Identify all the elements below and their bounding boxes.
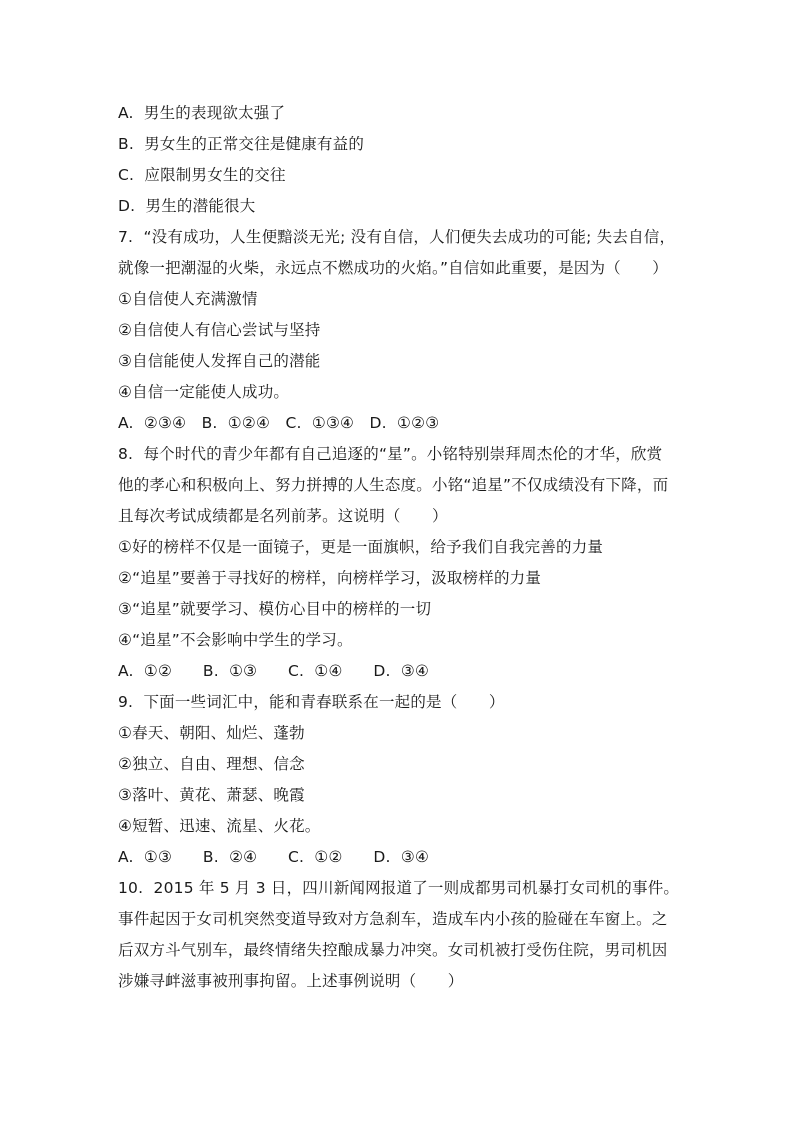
q9-item-1: ①春天、朝阳、灿烂、蓬勃: [118, 724, 305, 742]
q7-options: A. ②③④ B. ①②④ C. ①③④ D. ①②③: [118, 414, 440, 432]
q9-item-4: ④短暂、迅速、流星、火花。: [118, 817, 321, 835]
q9-item-3: ③落叶、黄花、萧瑟、晚霞: [118, 786, 305, 804]
option-b-q6: B. 男女生的正常交往是健康有益的: [118, 135, 365, 153]
q8-item-3: ③“追星”就要学习、模仿心目中的榜样的一切: [118, 600, 432, 618]
question-8-line-1: 8. 每个时代的青少年都有自己追逐的“星”。小铭特别崇拜周杰伦的才华，欣赏: [118, 445, 663, 463]
q8-item-4: ④“追星”不会影响中学生的学习。: [118, 631, 353, 649]
option-d-q6: D. 男生的潜能很大: [118, 197, 256, 215]
q9-options: A. ①③ B. ②④ C. ①② D. ③④: [118, 848, 430, 866]
q7-item-1: ①自信使人充满激情: [118, 290, 258, 308]
q7-item-4: ④自信一定能使人成功。: [118, 383, 290, 401]
question-10-line-2: 事件起因于女司机突然变道导致对方急刹车，造成车内小孩的脸碰在车窗上。之: [118, 910, 668, 928]
question-7-line-2: 就像一把潮湿的火柴，永远点不燃成功的火焰。”自信如此重要，是因为（ ）: [118, 259, 668, 277]
question-10-line-1: 10. 2015 年 5 月 3 日，四川新闻网报道了一则成都男司机暴打女司机的事件。: [118, 879, 680, 897]
q8-options: A. ①② B. ①③ C. ①④ D. ③④: [118, 662, 430, 680]
question-10-line-4: 涉嫌寻衅滋事被刑事拘留。上述事例说明（ ）: [118, 972, 464, 990]
q8-item-1: ①好的榜样不仅是一面镜子，更是一面旗帜，给予我们自我完善的力量: [118, 538, 604, 556]
q9-item-2: ②独立、自由、理想、信念: [118, 755, 305, 773]
option-a-q6: A. 男生的表现欲太强了: [118, 104, 286, 122]
q8-item-2: ②“追星”要善于寻找好的榜样，向榜样学习，汲取榜样的力量: [118, 569, 542, 587]
question-7-line-1: 7. “没有成功，人生便黯淡无光; 没有自信，人们便失去成功的可能; 失去自信，: [118, 228, 676, 246]
question-9: 9. 下面一些词汇中，能和青春联系在一起的是（ ）: [118, 693, 505, 711]
question-8-line-3: 且每次考试成绩都是名列前茅。这说明（ ）: [118, 507, 448, 525]
question-10-line-3: 后双方斗气别车，最终情绪失控酿成暴力冲突。女司机被打受伤住院，男司机因: [118, 941, 668, 959]
q7-item-3: ③自信能使人发挥自己的潜能: [118, 352, 321, 370]
question-8-line-2: 他的孝心和积极向上、努力拼搏的人生态度。小铭“追星”不仅成绩没有下降，而: [118, 476, 669, 494]
q7-item-2: ②自信使人有信心尝试与坚持: [118, 321, 321, 339]
option-c-q6: C. 应限制男女生的交往: [118, 166, 286, 184]
